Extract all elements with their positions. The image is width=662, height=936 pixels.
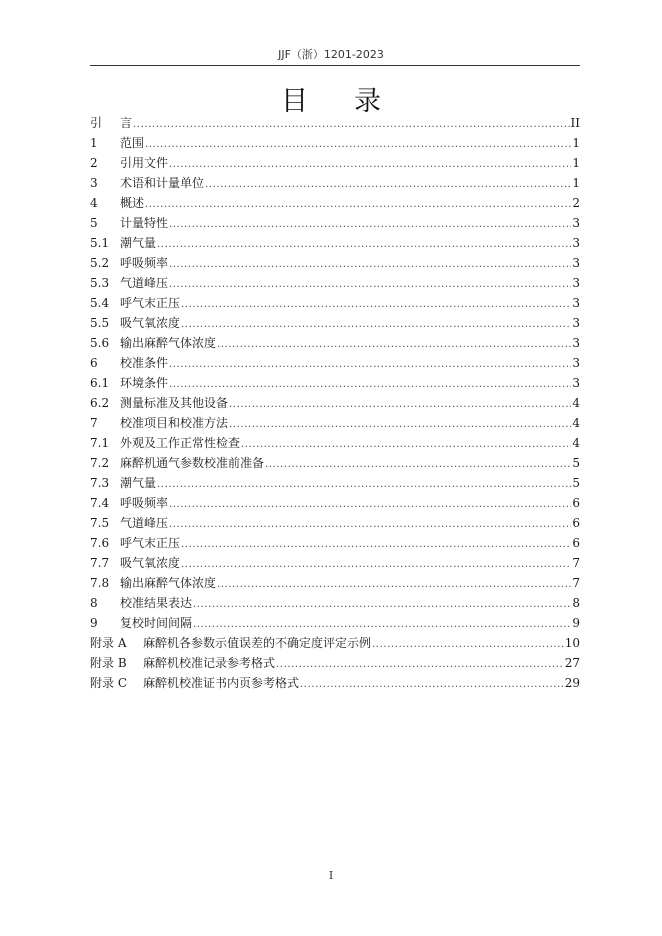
- toc-label: 校准结果表达: [120, 596, 193, 610]
- toc-page: 3: [572, 276, 580, 290]
- dot-leader: [276, 655, 564, 675]
- toc-number: 8: [90, 596, 98, 610]
- toc-page: 9: [572, 616, 580, 630]
- toc-label: 校准条件: [120, 356, 169, 370]
- toc-entry[interactable]: [90, 553, 580, 573]
- toc-number: 7.3: [90, 476, 110, 490]
- toc-label: 测量标准及其他设备: [120, 396, 229, 410]
- dot-leader: [133, 115, 570, 135]
- toc-page: 1: [572, 156, 580, 170]
- dot-leader: [372, 635, 564, 655]
- toc-entry[interactable]: [90, 433, 580, 453]
- toc-entry[interactable]: [90, 473, 580, 493]
- toc-number: 5: [90, 216, 98, 230]
- toc-number: 7.7: [90, 556, 110, 570]
- toc-page: 3: [572, 336, 580, 350]
- toc-label: 吸气氧浓度: [120, 556, 181, 570]
- toc-entry[interactable]: [90, 373, 580, 393]
- toc-number: 5.6: [90, 336, 110, 350]
- toc-number: 附录 A: [90, 636, 127, 650]
- toc-number: 5.4: [90, 296, 110, 310]
- toc-entry-appendix-a[interactable]: [90, 633, 580, 653]
- toc-number: 5.2: [90, 256, 110, 270]
- dot-leader: [217, 335, 571, 355]
- toc-page: 3: [572, 296, 580, 310]
- dot-leader: [205, 175, 571, 195]
- toc-label: 呼吸频率: [120, 496, 169, 510]
- dot-leader: [169, 215, 571, 235]
- dot-leader: [300, 675, 564, 695]
- toc-label: 呼气末正压: [120, 296, 181, 310]
- toc-number: 7.5: [90, 516, 110, 530]
- toc-label: 言: [120, 116, 133, 130]
- toc-entry[interactable]: [90, 153, 580, 173]
- toc-page: 4: [572, 436, 580, 450]
- toc-number: 5.3: [90, 276, 110, 290]
- toc-page: 8: [572, 596, 580, 610]
- toc-entry[interactable]: [90, 453, 580, 473]
- toc-label: 麻醉机各参数示值误差的不确定度评定示例: [143, 636, 372, 650]
- toc-label: 气道峰压: [120, 516, 169, 530]
- toc-entry-preface[interactable]: [90, 113, 580, 133]
- dot-leader: [181, 295, 571, 315]
- toc-page: 3: [572, 236, 580, 250]
- toc-page: 27: [564, 656, 580, 670]
- toc-entry[interactable]: [90, 393, 580, 413]
- toc-page: 2: [572, 196, 580, 210]
- toc-entry[interactable]: [90, 513, 580, 533]
- toc-page: II: [570, 116, 580, 130]
- toc-entry[interactable]: [90, 253, 580, 273]
- toc-number: 5.1: [90, 236, 110, 250]
- toc-label: 环境条件: [120, 376, 169, 390]
- page-number: I: [328, 869, 334, 882]
- toc-entry[interactable]: [90, 613, 580, 633]
- toc-label: 麻醉机校准记录参考格式: [143, 656, 276, 670]
- toc-entry[interactable]: [90, 133, 580, 153]
- toc-label: 麻醉机校准证书内页参考格式: [143, 676, 300, 690]
- toc-page: 10: [564, 636, 580, 650]
- toc-label: 输出麻醉气体浓度: [120, 576, 217, 590]
- toc-entry[interactable]: [90, 353, 580, 373]
- toc-page: 6: [572, 516, 580, 530]
- document-code-header: JJF（浙）1201-2023: [278, 48, 384, 61]
- toc-number: 6.2: [90, 396, 110, 410]
- toc-page: 7: [572, 556, 580, 570]
- toc-number: 7.2: [90, 456, 110, 470]
- toc-label: 概述: [120, 196, 145, 210]
- toc-number: 7.1: [90, 436, 110, 450]
- dot-leader: [193, 615, 571, 635]
- toc-page: 3: [572, 316, 580, 330]
- dot-leader: [169, 515, 571, 535]
- dot-leader: [229, 415, 571, 435]
- toc-number: 7: [90, 416, 98, 430]
- toc-page: 3: [572, 376, 580, 390]
- toc-entry-appendix-c[interactable]: [90, 673, 580, 693]
- toc-number: 7.8: [90, 576, 110, 590]
- dot-leader: [169, 375, 571, 395]
- toc-number: 引: [90, 116, 103, 130]
- toc-number: 9: [90, 616, 98, 630]
- toc-entry[interactable]: [90, 293, 580, 313]
- dot-leader: [169, 495, 571, 515]
- toc-entry[interactable]: [90, 573, 580, 593]
- toc-page: 3: [572, 216, 580, 230]
- toc-page: 6: [572, 536, 580, 550]
- toc-number: 2: [90, 156, 98, 170]
- toc-page: 6: [572, 496, 580, 510]
- toc-label: 麻醉机通气参数校准前准备: [120, 456, 265, 470]
- toc-label: 复校时间间隔: [120, 616, 193, 630]
- toc-label: 潮气量: [120, 476, 157, 490]
- toc-page: 5: [572, 456, 580, 470]
- page-title: 目录: [281, 86, 427, 117]
- dot-leader: [181, 555, 571, 575]
- dot-leader: [181, 535, 571, 555]
- toc-label: 呼吸频率: [120, 256, 169, 270]
- dot-leader: [169, 155, 571, 175]
- dot-leader: [145, 195, 571, 215]
- toc-page: 4: [572, 416, 580, 430]
- toc-number: 1: [90, 136, 98, 150]
- toc-label: 术语和计量单位: [120, 176, 205, 190]
- toc-label: 气道峰压: [120, 276, 169, 290]
- table-of-contents: [90, 113, 580, 693]
- toc-page: 3: [572, 356, 580, 370]
- dot-leader: [217, 575, 571, 595]
- toc-number: 5.5: [90, 316, 110, 330]
- dot-leader: [241, 435, 571, 455]
- toc-entry[interactable]: [90, 333, 580, 353]
- toc-label: 计量特性: [120, 216, 169, 230]
- toc-page: 3: [572, 256, 580, 270]
- toc-number: 7.4: [90, 496, 110, 510]
- toc-number: 7.6: [90, 536, 110, 550]
- toc-page: 1: [572, 176, 580, 190]
- dot-leader: [169, 355, 571, 375]
- header-divider: [90, 65, 580, 66]
- toc-label: 输出麻醉气体浓度: [120, 336, 217, 350]
- toc-number: 6: [90, 356, 98, 370]
- dot-leader: [229, 395, 571, 415]
- toc-entry[interactable]: [90, 413, 580, 433]
- toc-entry[interactable]: [90, 593, 580, 613]
- toc-entry[interactable]: [90, 533, 580, 553]
- dot-leader: [265, 455, 571, 475]
- toc-entry[interactable]: [90, 193, 580, 213]
- toc-entry[interactable]: [90, 313, 580, 333]
- dot-leader: [145, 135, 571, 155]
- toc-page: 7: [572, 576, 580, 590]
- toc-entry[interactable]: [90, 493, 580, 513]
- toc-entry[interactable]: [90, 273, 580, 293]
- toc-page: 29: [564, 676, 580, 690]
- toc-page: 1: [572, 136, 580, 150]
- dot-leader: [193, 595, 571, 615]
- toc-label: 呼气末正压: [120, 536, 181, 550]
- dot-leader: [169, 255, 571, 275]
- toc-label: 吸气氧浓度: [120, 316, 181, 330]
- toc-number: 3: [90, 176, 98, 190]
- toc-entry-appendix-b[interactable]: [90, 653, 580, 673]
- toc-label: 外观及工作正常性检查: [120, 436, 241, 450]
- toc-entry[interactable]: [90, 173, 580, 193]
- toc-label: 校准项目和校准方法: [120, 416, 229, 430]
- dot-leader: [157, 235, 571, 255]
- toc-number: 6.1: [90, 376, 110, 390]
- toc-number: 4: [90, 196, 98, 210]
- dot-leader: [181, 315, 571, 335]
- toc-label: 范围: [120, 136, 145, 150]
- toc-number: 附录 B: [90, 656, 127, 670]
- toc-label: 潮气量: [120, 236, 157, 250]
- toc-entry[interactable]: [90, 213, 580, 233]
- dot-leader: [169, 275, 571, 295]
- toc-page: 4: [572, 396, 580, 410]
- dot-leader: [157, 475, 571, 495]
- toc-entry[interactable]: [90, 233, 580, 253]
- toc-page: 5: [572, 476, 580, 490]
- toc-number: 附录 C: [90, 676, 127, 690]
- toc-label: 引用文件: [120, 156, 169, 170]
